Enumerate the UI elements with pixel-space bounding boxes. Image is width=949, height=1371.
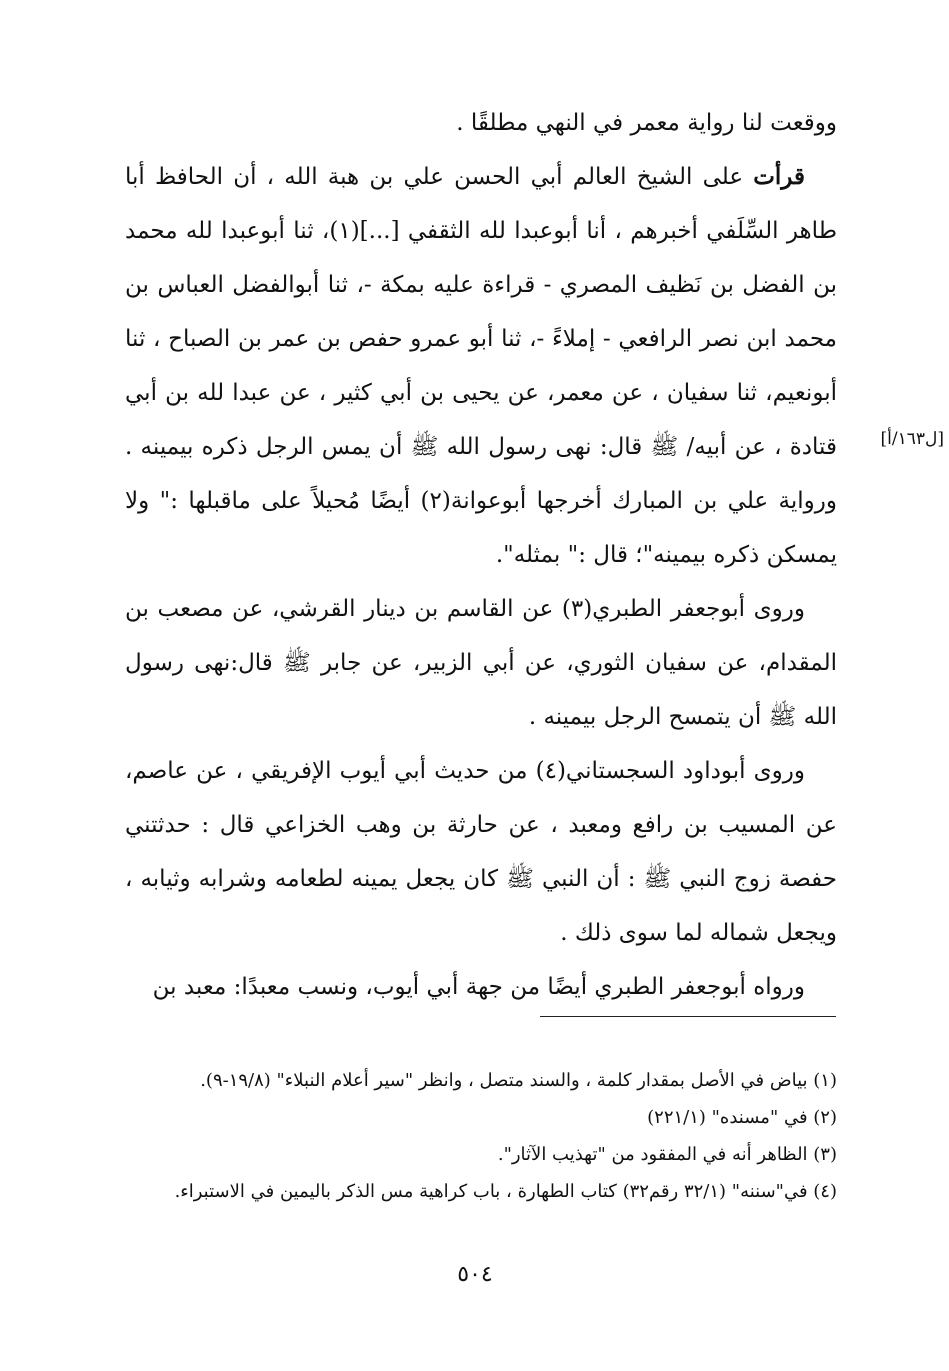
footnote-3: (٣) الظاهر أنه في المفقود من "تهذيب الآثار".	[497, 1144, 837, 1165]
paragraph-1-text: ووقعت لنا رواية معمر في النهي مطلقًا .	[456, 110, 837, 136]
footnote-separator	[540, 1016, 836, 1017]
paragraph-2-text: على الشيخ العالم أبي الحسن علي بن هبة الله ، أن الحافظ أبا طاهر السِّلَفي أخبرهم ، أنا أبوعبدا لله الثقفي [...](١)، ثنا أبوعبدا لله محمد بن الفضل بن نَظيف المصري - قراءة عليه بمكة -، ثنا أبوالفضل العباس بن محمد ابن نصر الرافعي - إملاءً -، ثنا أبو عمرو حفص بن عمر بن الصباح ، ثنا أبونعيم، ثنا سفيان ، عن معمر، عن يحيى بن أبي كثير ، عن عبدا لله بن أبي قتادة ، عن أبيه/ ﷺ قال: نهى رسول الله ﷺ أن يمس الرجل ذكره بيمينه . ورواية علي بن المبارك أخرجها أبوعوانة(٢) أيضًا مُحيلاً على ماقبلها :" ولا يمسكن ذكره بيمينه"؛ قال :" بمثله".	[125, 164, 838, 568]
footnotes	[125, 1062, 837, 1210]
paragraph-5-text: ورواه أبوجعفر الطبري أيضًا من جهة أبي أيوب، ونسب معبدًا: معبد بن	[152, 974, 805, 1000]
footnote-4: (٤) في"سننه" (٣٢/١ رقم٣٢) كتاب الطهارة ، باب كراهية مس الذكر باليمين في الاستبراء.	[174, 1181, 837, 1202]
paragraph-3	[125, 582, 837, 744]
paragraph-5	[125, 960, 837, 1014]
paragraph-4-text: وروى أبوداود السجستاني(٤) من حديث أبي أيوب الإفريقي ، عن عاصم، عن المسيب بن رافع ومعبد ، عن حارثة بن وهب الخزاعي قال : حدثتني حفصة زوج النبي ﷺ : أن النبي ﷺ كان يجعل يمينه لطعامه وشرابه وثيابه ، ويجعل شماله لما سوى ذلك .	[125, 758, 837, 946]
page-number: ٥٠٤	[457, 1262, 493, 1287]
footnote-2: (٢) في "مسنده" (٢٢١/١)	[647, 1107, 837, 1128]
paragraph-2	[125, 150, 837, 582]
margin-folio-note: [ل١٦٣/أ]	[880, 429, 944, 449]
paragraph-4	[125, 744, 837, 960]
main-text	[125, 96, 837, 1014]
paragraph-2-lead: قرأت	[753, 163, 805, 190]
paragraph-1	[125, 96, 837, 150]
footnote-1: (١) بياض في الأصل بمقدار كلمة ، والسند متصل ، وانظر "سير أعلام النبلاء" (١٩/٨-٩).	[200, 1070, 837, 1091]
paragraph-3-text: وروى أبوجعفر الطبري(٣) عن القاسم بن دينار القرشي، عن مصعب بن المقدام، عن سفيان الثوري، عن أبي الزبير، عن جابر ﷺ قال:نهى رسول الله ﷺ أن يتمسح الرجل بيمينه .	[125, 596, 837, 730]
